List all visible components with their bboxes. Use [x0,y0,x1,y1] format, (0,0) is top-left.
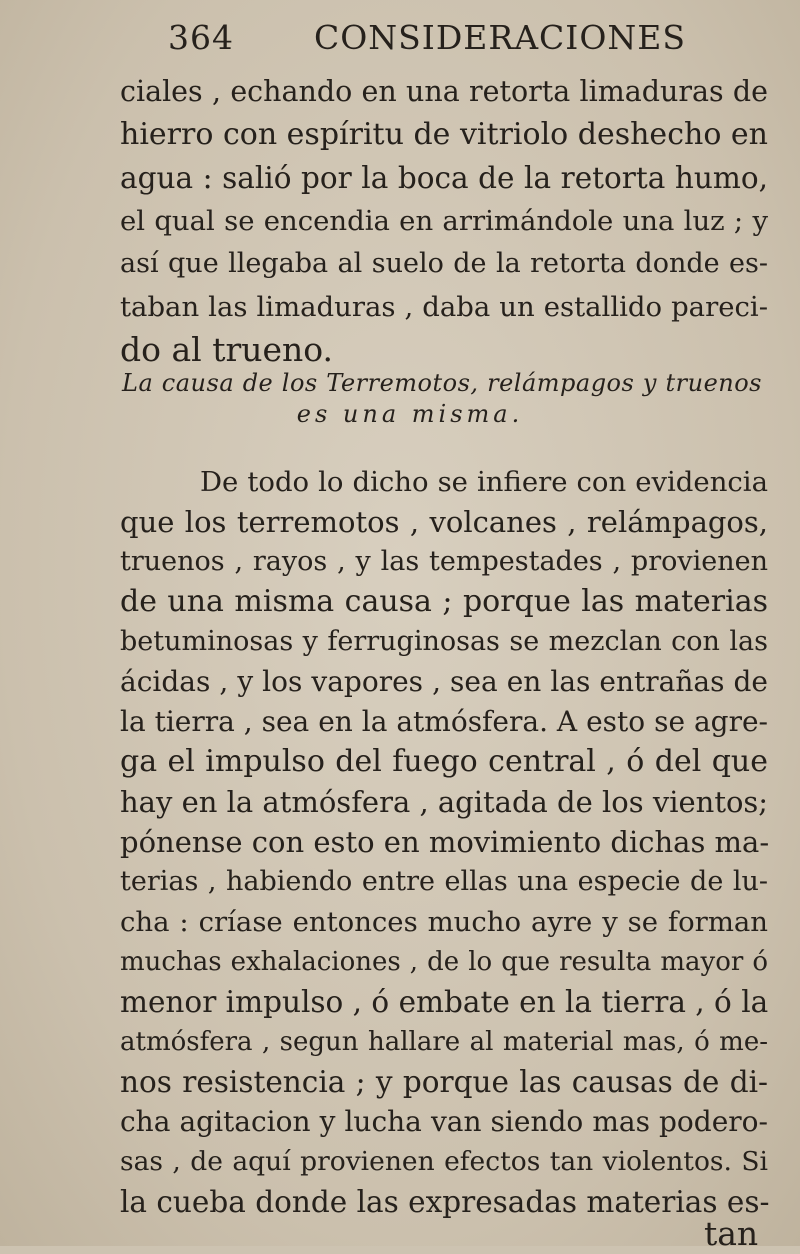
text-line: cha : críase entonces mucho ayre y se forman [120,906,768,938]
text-line: terias , habiendo entre ellas una especie de lu- [120,866,768,897]
text-line: pónense con esto en movimiento dichas ma- [120,825,770,859]
page-number: 364 [168,18,234,57]
text-line: truenos , rayos , y las tempestades , provienen [120,546,768,577]
running-title: CONSIDERACIONES [314,18,686,57]
text-line: ácidas , y los vapores , sea en las entrañas de [120,665,768,698]
text-line: ciales , echando en una retorta limaduras de [120,75,768,108]
text-line: do al trueno. [120,330,334,369]
text-line: hierro con espíritu de vitriolo deshecho en [120,117,768,152]
text-line: agua : salió por la boca de la retorta humo, [120,161,768,195]
catchword: tan [704,1214,759,1253]
text-line: de una misma causa ; porque las materias [120,584,768,619]
text-line: betuminosas y ferruginosas se mezclan con las [120,626,768,657]
text-line: nos resistencia ; y porque las causas de di- [120,1065,768,1099]
text-line: ga el impulso del fuego central , ó del que [120,744,768,779]
text-line: el qual se encendia en arrimándole una luz ; y [120,205,768,237]
text-line: cha agitacion y lucha van siendo mas podero- [120,1105,768,1138]
text-line: la tierra , sea en la atmósfera. A esto se agre- [120,705,768,738]
subheading-line: es una misma. [296,400,524,428]
text-line: menor impulso , ó embate en la tierra , ó la [120,985,769,1019]
text-line: así que llegaba al suelo de la retorta donde es- [120,248,768,279]
subheading-line: La causa de los Terremotos, relámpagos y truenos [122,369,762,397]
text-line: De todo lo dicho se infiere con evidencia [200,466,768,498]
text-line: atmósfera , segun hallare al material mas, ó me- [120,1027,768,1057]
text-line: sas , de aquí provienen efectos tan violentos. Si [120,1146,768,1177]
text-line: muchas exhalaciones , de lo que resulta mayor ó [120,947,768,977]
text-line: taban las limaduras , daba un estallido pareci- [120,291,768,323]
text-line: hay en la atmósfera , agitada de los vientos; [120,785,769,819]
text-line: la cueba donde las expresadas materias es- [120,1185,770,1219]
text-line: que los terremotos , volcanes , relámpagos, [120,505,768,539]
